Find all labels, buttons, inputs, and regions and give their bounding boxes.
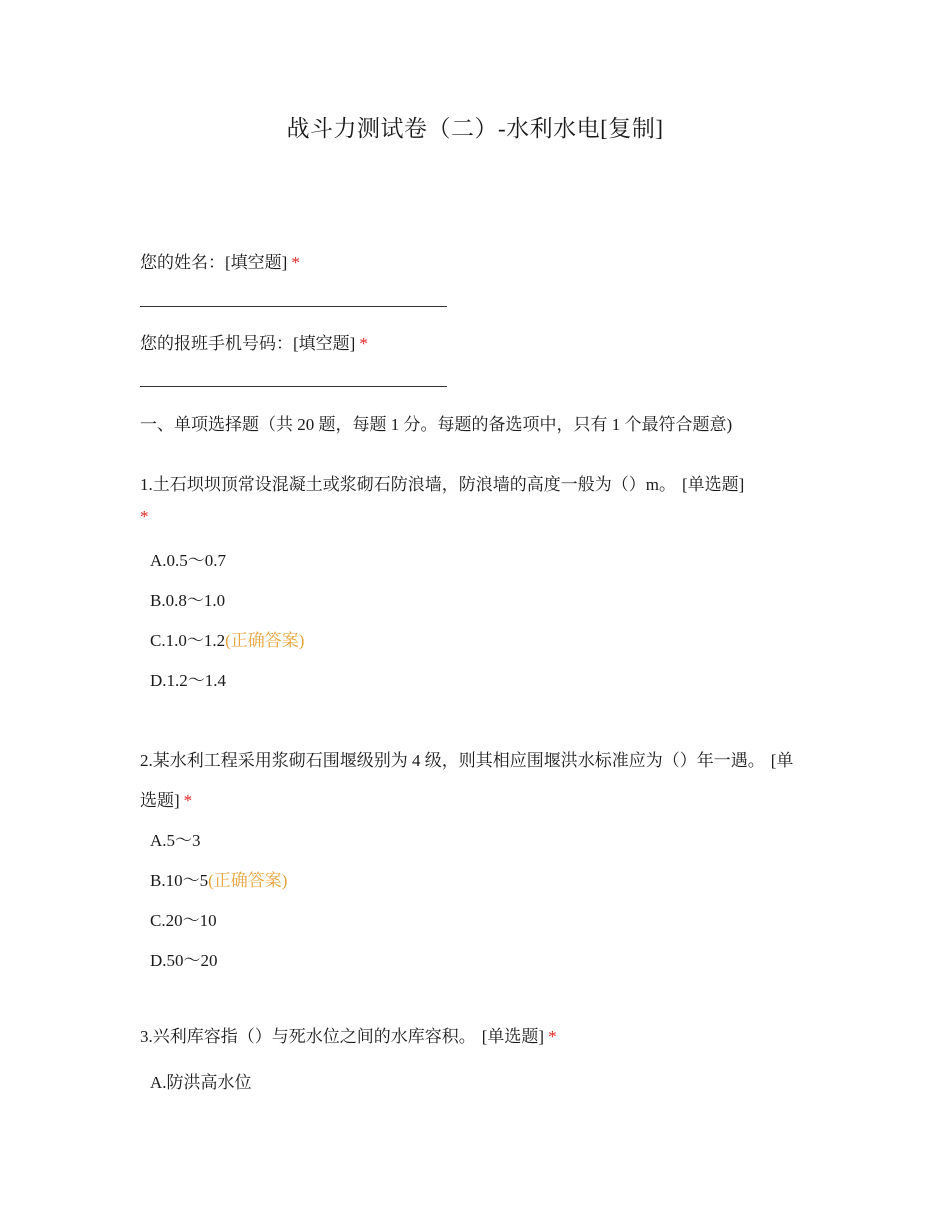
question-1-option-c[interactable] (150, 629, 304, 653)
question-1 (140, 469, 820, 533)
question-text: 3.兴利库容指（）与死水位之间的水库容积。 (140, 1027, 476, 1046)
question-text: 1.土石坝坝顶常设混凝土或浆砌石防浪墙，防浪墙的高度一般为（）m。 (140, 475, 676, 494)
field-label: 您的姓名： (140, 253, 225, 272)
question-2-option-c[interactable] (150, 909, 217, 933)
option-text: C.1.0～1.2 (150, 631, 226, 650)
section-heading: 一、单项选择题（共 20 题，每题 1 分。每题的备选项中，只有 1 个最符合题意) (140, 415, 733, 434)
required-mark: * (291, 253, 300, 272)
correct-answer-mark: (正确答案) (225, 631, 305, 650)
field-label: 您的报班手机号码： (140, 334, 293, 353)
name-field-label (140, 247, 820, 279)
option-text: D.1.2～1.4 (150, 671, 227, 690)
required-mark: * (359, 334, 368, 353)
required-mark: * (183, 791, 193, 810)
question-text: 2.某水利工程采用浆砌石围堰级别为 4 级，则其相应围堰洪水标准应为（）年一遇。 (140, 751, 765, 770)
option-text: A.防洪高水位 (150, 1073, 252, 1092)
question-2 (140, 741, 800, 821)
field-type-tag: [填空题] (293, 334, 356, 353)
option-text: B.10～5 (150, 871, 209, 890)
option-text: D.50～20 (150, 951, 218, 970)
question-3-option-a[interactable] (150, 1071, 252, 1095)
question-3 (140, 1021, 820, 1053)
question-type-tag: [单选题] (140, 751, 794, 810)
question-type-tag: [单选题] (481, 1027, 545, 1046)
question-1-option-d[interactable] (150, 669, 226, 693)
required-mark: * (140, 507, 149, 526)
question-2-option-b[interactable] (150, 869, 287, 893)
option-text: B.0.8～1.0 (150, 591, 226, 610)
question-1-option-a[interactable] (150, 549, 226, 573)
correct-answer-mark: (正确答案) (208, 871, 288, 890)
question-type-tag: [单选题] (681, 475, 745, 494)
field-type-tag: [填空题] (225, 253, 288, 272)
option-text: A.0.5～0.7 (150, 551, 227, 570)
survey-title: 战斗力测试卷（二）-水利水电[复制] (286, 116, 664, 141)
question-2-option-d[interactable] (150, 949, 218, 973)
question-2-option-a[interactable] (150, 829, 201, 853)
option-text: A.5～3 (150, 831, 201, 850)
phone-input-line[interactable] (140, 386, 447, 387)
option-text: C.20～10 (150, 911, 217, 930)
question-1-option-b[interactable] (150, 589, 225, 613)
phone-field-label (140, 328, 820, 360)
required-mark: * (548, 1027, 557, 1046)
name-input-line[interactable] (140, 306, 447, 307)
